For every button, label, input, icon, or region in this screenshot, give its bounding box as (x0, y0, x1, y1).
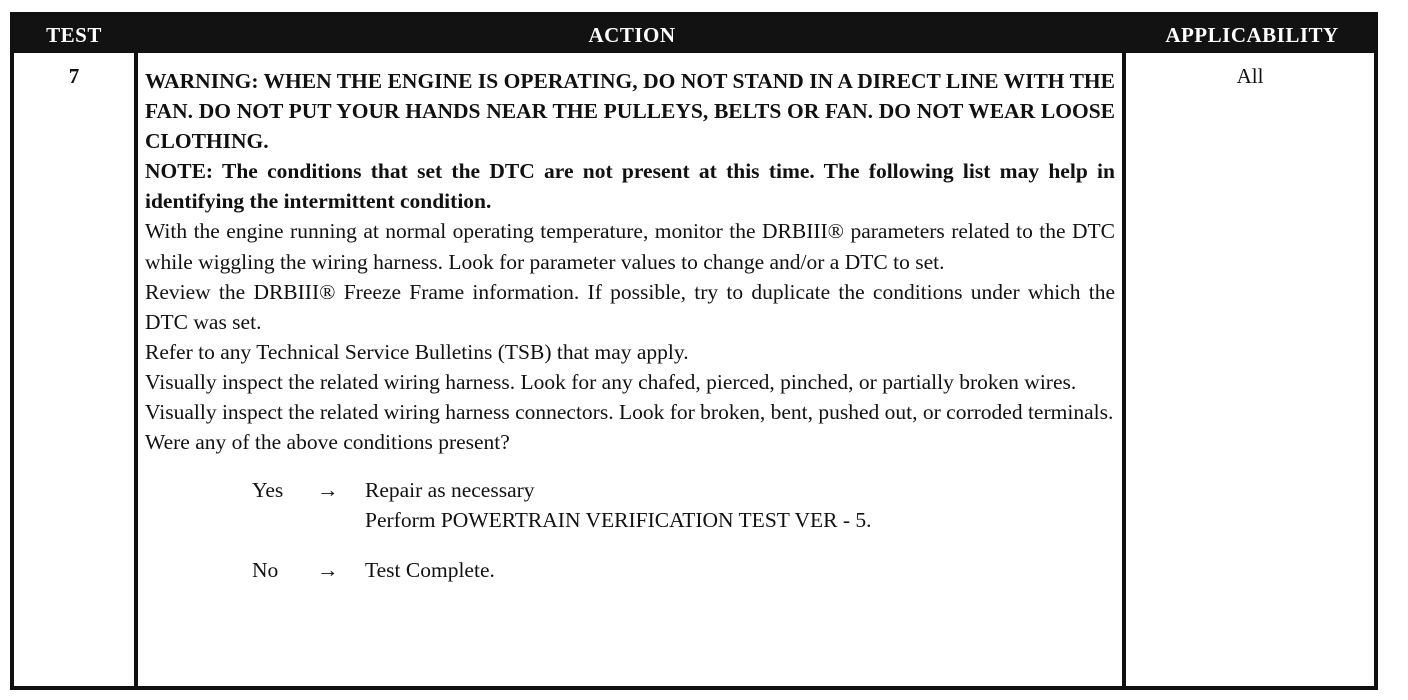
note-text: NOTE: The conditions that set the DTC are not present at this time. The following list may help in identifying the intermittent condition. (145, 159, 1115, 214)
right-arrow-icon: → (317, 558, 339, 583)
header-action: ACTION (588, 23, 676, 47)
step-text: Review the DRBIII® Freeze Frame information. If possible, try to duplicate the conditions under which the DTC was set. (145, 279, 1115, 334)
yes-label: Yes (252, 478, 284, 503)
column-divider (1122, 53, 1126, 686)
yes-branch-continued (145, 505, 1115, 535)
header-applicability: APPLICABILITY (1165, 23, 1339, 47)
yes-branch (145, 475, 1115, 505)
step-text: Refer to any Technical Service Bulletins (TSB) that may apply. (145, 339, 689, 364)
action-cell (145, 66, 1115, 585)
diagnostic-test-table (10, 12, 1378, 690)
no-result: Test Complete. (365, 558, 495, 583)
applicability-value: All (1236, 64, 1264, 88)
no-branch (145, 555, 1115, 585)
step-text: Visually inspect the related wiring harness connectors. Look for broken, bent, pushed out, or corroded terminals. (145, 400, 1114, 425)
question-text: Were any of the above conditions present? (145, 430, 510, 455)
step-text: Visually inspect the related wiring harness. Look for any chafed, pierced, pinched, or partially broken wires. (145, 369, 1077, 394)
test-number: 7 (68, 64, 80, 88)
no-label: No (252, 558, 279, 583)
header-test: TEST (46, 23, 102, 47)
table-header (14, 16, 1374, 53)
right-arrow-icon: → (317, 478, 339, 503)
yes-result-1: Repair as necessary (365, 478, 535, 503)
yes-result-2: Perform POWERTRAIN VERIFICATION TEST VER - 5. (365, 508, 872, 533)
step-text: With the engine running at normal operating temperature, monitor the DRBIII® parameters related to the DTC while wiggling the wiring harness. Look for parameter values to change and/or a DTC to set. (145, 219, 1115, 274)
warning-text: WARNING: WHEN THE ENGINE IS OPERATING, DO NOT STAND IN A DIRECT LINE WITH THE FAN. DO NOT PUT YOUR HANDS NEAR THE PULLEYS, BELTS OR FAN. DO NOT WEAR LOOSE CLOTHING. (145, 69, 1115, 154)
column-divider (134, 53, 138, 686)
